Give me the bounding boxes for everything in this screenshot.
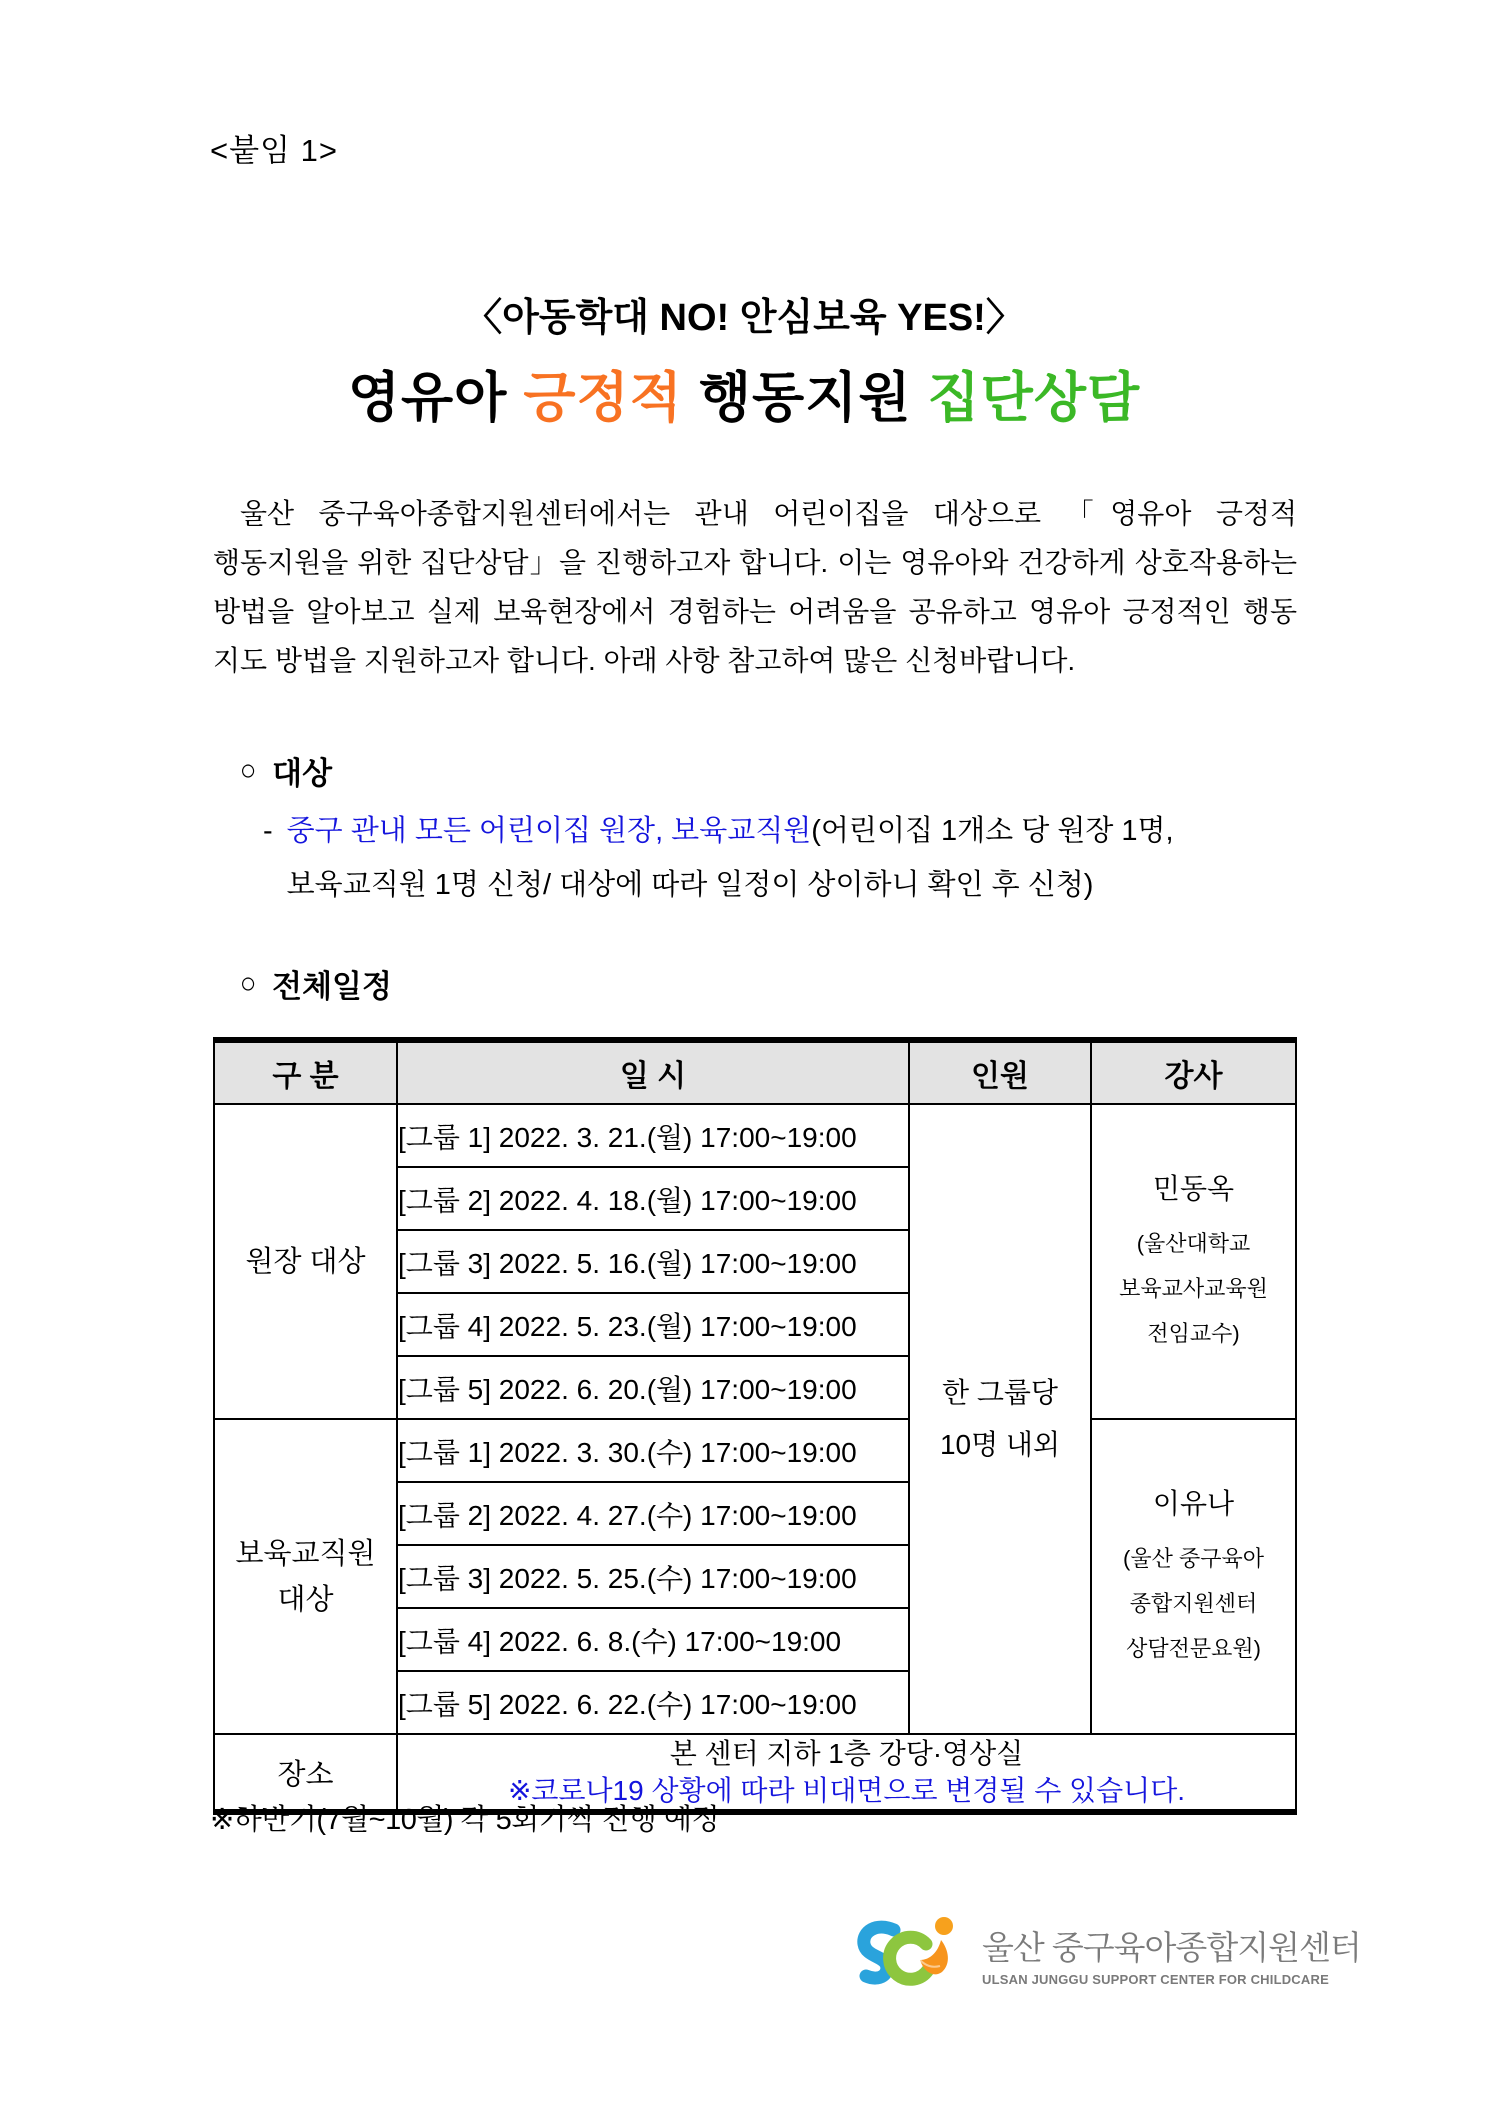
- table-header-row: [214, 1040, 1296, 1104]
- title-seg-1: 영유아: [347, 368, 524, 428]
- location-line-2: ※코로나19 상황에 따라 비대면으로 변경될 수 있습니다.: [507, 1775, 1186, 1806]
- title-seg-3: 행동지원: [682, 368, 928, 428]
- header-capacity: 인원: [909, 1040, 1091, 1104]
- intro-paragraph: 울산 중구육아종합지원센터에서는 관내 어린이집을 대상으로 「영유아 긍정적 행동지원을 위한 집단상담」을 진행하고자 합니다. 이는 영유아와 건강하게 상호작용하는 방법을 알아보고 실제 보육현장에서 경험하는 어려움을 공유하고 영유아 긍정적인 행동 지도 방법을 지원하고자 합니다. 아래 사항 참고하여 많은 신청바랍니다.: [213, 498, 1297, 676]
- title-main: [0, 355, 1488, 432]
- location-label: 장소: [214, 1734, 397, 1812]
- section-heading-schedule: [239, 961, 392, 1006]
- target-heading-label: 대상: [272, 756, 333, 791]
- target-item-rest: (어린이집 1개소 당 원장 1명, 보육교직원 1명 신청/ 대상에 따라 일정이 상이하니 확인 후 신청): [286, 815, 1174, 901]
- division-teachers: [214, 1419, 397, 1734]
- division-directors: 원장 대상: [214, 1104, 397, 1419]
- org-text-block: [982, 1922, 1361, 1987]
- circle-bullet-icon: ○: [239, 966, 257, 1000]
- date-cell: [그룹 2] 2022. 4. 18.(월) 17:00~19:00: [397, 1167, 909, 1230]
- instructor-cell-2: [1091, 1419, 1296, 1734]
- instructor-name: 민동옥: [1152, 1173, 1235, 1204]
- org-name-korean: 울산 중구육아종합지원센터: [982, 1928, 1361, 1966]
- date-cell: [그룹 4] 2022. 5. 23.(월) 17:00~19:00: [397, 1293, 909, 1356]
- instructor-affiliation-line: 상담전문요원): [1126, 1636, 1261, 1661]
- attachment-label: <붙임 1>: [210, 133, 338, 168]
- capacity-line-1: 한 그룹당: [942, 1377, 1058, 1408]
- date-cell: [그룹 4] 2022. 6. 8.(수) 17:00~19:00: [397, 1608, 909, 1671]
- org-name-english: ULSAN JUNGGU SUPPORT CENTER FOR CHILDCARE: [982, 1971, 1329, 1987]
- center-logo-icon: [856, 1906, 974, 2002]
- date-cell: [그룹 3] 2022. 5. 25.(수) 17:00~19:00: [397, 1545, 909, 1608]
- date-cell: [그룹 1] 2022. 3. 21.(월) 17:00~19:00: [397, 1104, 909, 1167]
- capacity-cell: [909, 1104, 1091, 1734]
- header-category: 구 분: [214, 1040, 397, 1104]
- instructor-affiliation-line: (울산대학교: [1136, 1231, 1251, 1256]
- schedule-table: [213, 1037, 1297, 1815]
- table-row: [214, 1419, 1296, 1482]
- date-cell: [그룹 1] 2022. 3. 30.(수) 17:00~19:00: [397, 1419, 909, 1482]
- section-heading-target: [239, 748, 332, 793]
- title-seg-2: 긍정적: [523, 368, 683, 428]
- instructor-cell-1: [1091, 1104, 1296, 1419]
- instructor-affiliation-line: (울산 중구육아: [1123, 1546, 1264, 1571]
- instructor-name: 이유나: [1152, 1488, 1235, 1519]
- title-block: [0, 286, 1488, 432]
- target-item-text: [287, 804, 1311, 912]
- division-teachers-line-1: 보육교직원: [235, 1537, 376, 1570]
- instructor-affiliation-line: 종합지원센터: [1129, 1591, 1258, 1616]
- table-row: [214, 1104, 1296, 1167]
- footnote: ※하반기(7월~10월) 각 5회기씩 진행 예정: [210, 1804, 719, 1836]
- location-line-1: 본 센터 지하 1층 강당·영상실: [669, 1738, 1024, 1769]
- instructor-affiliation-line: 전임교수): [1147, 1321, 1240, 1346]
- title-seg-4: 집단상담: [927, 368, 1141, 428]
- footer-logo-block: [856, 1906, 1361, 2002]
- capacity-line-2: 10명 내외: [939, 1429, 1061, 1460]
- title-subtitle: 〈아동학대 NO! 안심보육 YES!〉: [464, 297, 1024, 339]
- date-cell: [그룹 2] 2022. 4. 27.(수) 17:00~19:00: [397, 1482, 909, 1545]
- date-cell: [그룹 5] 2022. 6. 22.(수) 17:00~19:00: [397, 1671, 909, 1734]
- dash-bullet: -: [263, 815, 273, 847]
- target-list-item: [263, 804, 1311, 912]
- date-cell: [그룹 3] 2022. 5. 16.(월) 17:00~19:00: [397, 1230, 909, 1293]
- date-cell: [그룹 5] 2022. 6. 20.(월) 17:00~19:00: [397, 1356, 909, 1419]
- schedule-heading-label: 전체일정: [272, 969, 392, 1004]
- target-item-highlight: 중구 관내 모든 어린이집 원장, 보육교직원: [286, 815, 812, 847]
- circle-bullet-icon: ○: [239, 753, 257, 787]
- instructor-affiliation-line: 보육교사교육원: [1119, 1276, 1268, 1301]
- header-instructor: 강사: [1091, 1040, 1296, 1104]
- division-teachers-line-2: 대상: [277, 1583, 334, 1616]
- header-datetime: 일 시: [397, 1040, 909, 1104]
